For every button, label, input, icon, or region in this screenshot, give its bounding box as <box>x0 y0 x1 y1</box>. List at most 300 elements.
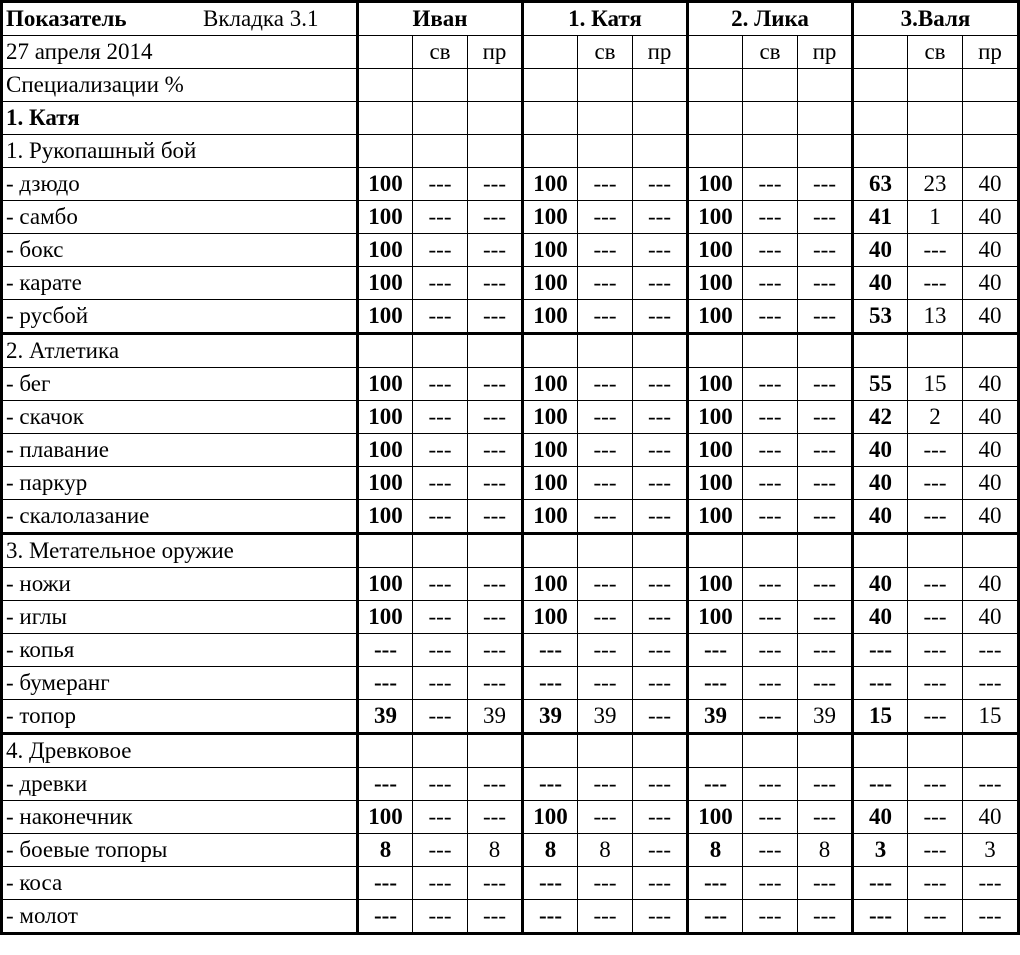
value-cell <box>358 102 413 135</box>
table-row <box>2 568 1019 601</box>
pr-cell: --- <box>633 500 688 534</box>
value-cell: 40 <box>853 568 908 601</box>
value-cell: --- <box>523 900 578 934</box>
sv-cell: --- <box>578 201 633 234</box>
value-cell: 100 <box>688 500 743 534</box>
value-cell: 63 <box>853 168 908 201</box>
value-cell <box>688 102 743 135</box>
table-row <box>2 601 1019 634</box>
value-cell <box>853 334 908 368</box>
sv-cell: --- <box>743 467 798 500</box>
value-cell <box>523 734 578 768</box>
sv-cell <box>413 334 468 368</box>
sv-cell: 8 <box>578 834 633 867</box>
row-label: - паркур <box>2 467 358 500</box>
pr-cell <box>633 334 688 368</box>
pr-cell: --- <box>633 634 688 667</box>
pr-cell: --- <box>468 900 523 934</box>
pr-cell: --- <box>633 834 688 867</box>
sv-cell: --- <box>413 234 468 267</box>
pr-cell <box>633 734 688 768</box>
sv-cell: --- <box>743 900 798 934</box>
sv-cell: --- <box>743 667 798 700</box>
table-row <box>2 434 1019 467</box>
table-row <box>2 102 1019 135</box>
pr-cell: --- <box>798 201 853 234</box>
sv-cell: --- <box>908 234 963 267</box>
table-row <box>2 534 1019 568</box>
sv-cell: --- <box>578 300 633 334</box>
pr-cell: --- <box>633 467 688 500</box>
pr-cell <box>963 734 1019 768</box>
subcol-pr: пр <box>468 36 523 69</box>
table-row <box>2 267 1019 300</box>
value-cell <box>523 69 578 102</box>
row-label: - самбо <box>2 201 358 234</box>
value-cell: 100 <box>688 368 743 401</box>
sv-cell: --- <box>413 601 468 634</box>
value-cell <box>523 102 578 135</box>
value-cell: 100 <box>688 434 743 467</box>
pr-cell: 15 <box>963 700 1019 734</box>
sv-cell <box>413 69 468 102</box>
pr-cell: --- <box>633 667 688 700</box>
value-cell: 100 <box>358 168 413 201</box>
value-cell: --- <box>358 867 413 900</box>
subcol-pr: пр <box>633 36 688 69</box>
value-cell: 100 <box>688 234 743 267</box>
table-row <box>2 334 1019 368</box>
pr-cell: --- <box>798 368 853 401</box>
row-label: 1. Рукопашный бой <box>2 135 358 168</box>
table-row <box>2 401 1019 434</box>
sv-cell: --- <box>743 267 798 300</box>
pr-cell: --- <box>798 601 853 634</box>
sv-cell: --- <box>908 667 963 700</box>
pr-cell: --- <box>798 568 853 601</box>
value-cell: 100 <box>688 801 743 834</box>
sv-cell: --- <box>743 368 798 401</box>
value-cell: --- <box>853 867 908 900</box>
pr-cell <box>963 334 1019 368</box>
value-cell: 100 <box>523 234 578 267</box>
sv-cell <box>908 734 963 768</box>
value-cell <box>853 69 908 102</box>
sv-cell: --- <box>743 700 798 734</box>
value-cell: 40 <box>853 234 908 267</box>
sv-cell: 39 <box>578 700 633 734</box>
row-label: - русбой <box>2 300 358 334</box>
sv-cell: --- <box>413 300 468 334</box>
pr-cell: --- <box>798 867 853 900</box>
pr-cell: 8 <box>798 834 853 867</box>
value-cell <box>688 534 743 568</box>
sv-cell: --- <box>908 867 963 900</box>
pr-cell: --- <box>468 568 523 601</box>
table-row <box>2 900 1019 934</box>
pr-cell: 3 <box>963 834 1019 867</box>
sv-cell: --- <box>743 801 798 834</box>
value-cell: 41 <box>853 201 908 234</box>
pr-cell: --- <box>633 434 688 467</box>
pr-cell: --- <box>798 434 853 467</box>
row-label: - скачок <box>2 401 358 434</box>
pr-cell: 40 <box>963 401 1019 434</box>
value-cell: 100 <box>358 368 413 401</box>
pr-cell: 40 <box>963 568 1019 601</box>
pr-cell: --- <box>798 467 853 500</box>
value-cell: 53 <box>853 300 908 334</box>
pr-cell: --- <box>798 168 853 201</box>
sv-cell: --- <box>743 634 798 667</box>
pr-cell: --- <box>468 667 523 700</box>
pr-cell: 40 <box>963 168 1019 201</box>
subcol-sv: св <box>578 36 633 69</box>
value-cell <box>358 69 413 102</box>
pr-cell <box>468 102 523 135</box>
value-cell: 40 <box>853 601 908 634</box>
value-cell: 100 <box>688 601 743 634</box>
sv-cell <box>578 102 633 135</box>
pr-cell: --- <box>798 267 853 300</box>
subcol-value <box>523 36 578 69</box>
table-row <box>2 834 1019 867</box>
pr-cell: --- <box>798 801 853 834</box>
sv-cell <box>908 534 963 568</box>
pr-cell: --- <box>798 900 853 934</box>
sv-cell <box>413 102 468 135</box>
row-label: - ножи <box>2 568 358 601</box>
value-cell: 42 <box>853 401 908 434</box>
pr-cell: --- <box>468 234 523 267</box>
sv-cell <box>413 734 468 768</box>
sv-cell: --- <box>743 168 798 201</box>
pr-cell: 40 <box>963 300 1019 334</box>
pr-cell: --- <box>468 768 523 801</box>
pr-cell <box>633 534 688 568</box>
sv-cell: 13 <box>908 300 963 334</box>
sv-cell <box>908 102 963 135</box>
sv-cell: --- <box>413 801 468 834</box>
table-row <box>2 700 1019 734</box>
value-cell: 100 <box>688 401 743 434</box>
sv-cell: 15 <box>908 368 963 401</box>
sv-cell: --- <box>413 368 468 401</box>
pr-cell: --- <box>633 300 688 334</box>
row-label: - иглы <box>2 601 358 634</box>
sv-cell: --- <box>743 201 798 234</box>
sv-cell <box>908 334 963 368</box>
table-row <box>2 734 1019 768</box>
value-cell: 100 <box>358 267 413 300</box>
value-cell: 55 <box>853 368 908 401</box>
value-cell: --- <box>853 768 908 801</box>
sv-cell: --- <box>743 500 798 534</box>
table-row <box>2 300 1019 334</box>
sv-cell: --- <box>743 568 798 601</box>
value-cell: 100 <box>358 568 413 601</box>
sv-cell: --- <box>413 667 468 700</box>
value-cell: 3 <box>853 834 908 867</box>
row-label: - плавание <box>2 434 358 467</box>
sv-cell: --- <box>908 834 963 867</box>
value-cell: 15 <box>853 700 908 734</box>
value-cell: --- <box>688 634 743 667</box>
pr-cell: --- <box>468 467 523 500</box>
pr-cell: 40 <box>963 368 1019 401</box>
sv-cell: --- <box>908 601 963 634</box>
table-row <box>2 368 1019 401</box>
value-cell: --- <box>688 667 743 700</box>
value-cell <box>523 534 578 568</box>
value-cell: --- <box>358 900 413 934</box>
pr-cell: --- <box>468 201 523 234</box>
person-header-valya: 3.Валя <box>853 2 1019 36</box>
sv-cell: --- <box>413 634 468 667</box>
value-cell: 100 <box>523 601 578 634</box>
pr-cell: --- <box>963 667 1019 700</box>
value-cell: 8 <box>688 834 743 867</box>
pr-cell <box>468 734 523 768</box>
value-cell <box>853 135 908 168</box>
header-indicator-cell <box>2 2 358 36</box>
sv-cell: --- <box>413 434 468 467</box>
value-cell <box>688 69 743 102</box>
pr-cell: --- <box>468 401 523 434</box>
pr-cell: 40 <box>963 500 1019 534</box>
value-cell: --- <box>688 867 743 900</box>
pr-cell: --- <box>468 368 523 401</box>
value-cell: --- <box>358 667 413 700</box>
value-cell: 40 <box>853 434 908 467</box>
value-cell: 40 <box>853 500 908 534</box>
sv-cell <box>908 69 963 102</box>
sv-cell: --- <box>578 368 633 401</box>
pr-cell <box>798 734 853 768</box>
pr-cell <box>633 135 688 168</box>
pr-cell: --- <box>633 568 688 601</box>
person-header-ivan: Иван <box>358 2 523 36</box>
sv-cell: --- <box>578 168 633 201</box>
sv-cell <box>578 534 633 568</box>
pr-cell: --- <box>468 601 523 634</box>
pr-cell: --- <box>468 267 523 300</box>
sv-cell: --- <box>578 867 633 900</box>
value-cell: 40 <box>853 801 908 834</box>
value-cell: 39 <box>688 700 743 734</box>
value-cell: 100 <box>523 500 578 534</box>
value-cell: 8 <box>358 834 413 867</box>
pr-cell: --- <box>798 500 853 534</box>
value-cell: 100 <box>523 300 578 334</box>
pr-cell: --- <box>633 267 688 300</box>
pr-cell: --- <box>468 634 523 667</box>
pr-cell: 40 <box>963 601 1019 634</box>
pr-cell: --- <box>963 634 1019 667</box>
sv-cell: --- <box>908 801 963 834</box>
sv-cell: --- <box>413 401 468 434</box>
value-cell: 100 <box>523 168 578 201</box>
sv-cell: --- <box>413 768 468 801</box>
pr-cell: --- <box>633 168 688 201</box>
row-label: - коса <box>2 867 358 900</box>
sv-cell: --- <box>743 401 798 434</box>
sv-cell <box>743 734 798 768</box>
row-label: - молот <box>2 900 358 934</box>
value-cell <box>688 135 743 168</box>
table-row <box>2 768 1019 801</box>
value-cell: --- <box>358 634 413 667</box>
sv-cell: --- <box>578 801 633 834</box>
pr-cell <box>963 135 1019 168</box>
sv-cell: --- <box>413 568 468 601</box>
sv-cell: --- <box>578 900 633 934</box>
value-cell: --- <box>853 900 908 934</box>
pr-cell: 39 <box>798 700 853 734</box>
sv-cell <box>578 135 633 168</box>
sv-cell <box>578 69 633 102</box>
row-label: 2. Атлетика <box>2 334 358 368</box>
sv-cell: --- <box>413 201 468 234</box>
pr-cell: 40 <box>963 801 1019 834</box>
value-cell <box>853 534 908 568</box>
pr-cell: --- <box>468 300 523 334</box>
pr-cell: --- <box>633 801 688 834</box>
sv-cell <box>413 534 468 568</box>
sv-cell <box>413 135 468 168</box>
subcol-value <box>853 36 908 69</box>
table-row <box>2 867 1019 900</box>
row-label: 4. Древковое <box>2 734 358 768</box>
pr-cell: --- <box>798 768 853 801</box>
pr-cell: --- <box>963 867 1019 900</box>
value-cell: 100 <box>523 368 578 401</box>
sv-cell <box>743 334 798 368</box>
sv-cell: --- <box>578 434 633 467</box>
sv-cell <box>743 135 798 168</box>
pr-cell <box>798 334 853 368</box>
pr-cell: --- <box>633 601 688 634</box>
sv-cell: --- <box>413 168 468 201</box>
pr-cell <box>633 102 688 135</box>
value-cell: 100 <box>688 267 743 300</box>
sv-cell: --- <box>578 634 633 667</box>
pr-cell: --- <box>468 500 523 534</box>
value-cell: 100 <box>688 300 743 334</box>
value-cell: 100 <box>358 201 413 234</box>
value-cell: 8 <box>523 834 578 867</box>
pr-cell <box>798 534 853 568</box>
pr-cell <box>468 334 523 368</box>
sv-cell <box>578 334 633 368</box>
value-cell: 100 <box>358 401 413 434</box>
sv-cell: --- <box>413 900 468 934</box>
value-cell: 100 <box>358 500 413 534</box>
sv-cell: --- <box>908 500 963 534</box>
value-cell <box>853 734 908 768</box>
sv-cell: --- <box>908 768 963 801</box>
table-row <box>2 69 1019 102</box>
row-label: - древки <box>2 768 358 801</box>
pr-cell <box>798 102 853 135</box>
row-label: - карате <box>2 267 358 300</box>
value-cell: --- <box>523 867 578 900</box>
value-cell <box>853 102 908 135</box>
value-cell <box>688 334 743 368</box>
sv-cell: --- <box>743 768 798 801</box>
pr-cell: 39 <box>468 700 523 734</box>
person-header-katya: 1. Катя <box>523 2 688 36</box>
sv-cell <box>578 734 633 768</box>
value-cell: --- <box>358 768 413 801</box>
value-cell: 40 <box>853 467 908 500</box>
sv-cell: --- <box>743 867 798 900</box>
table-row <box>2 500 1019 534</box>
subcol-pr: пр <box>963 36 1019 69</box>
sv-cell: --- <box>743 434 798 467</box>
value-cell: --- <box>853 667 908 700</box>
pr-cell: --- <box>798 401 853 434</box>
value-cell <box>358 135 413 168</box>
sv-cell: --- <box>413 834 468 867</box>
value-cell <box>688 734 743 768</box>
sv-cell: --- <box>578 768 633 801</box>
value-cell: 100 <box>358 467 413 500</box>
value-cell: 100 <box>523 201 578 234</box>
sv-cell: --- <box>578 401 633 434</box>
row-label: - копья <box>2 634 358 667</box>
pr-cell: --- <box>798 234 853 267</box>
value-cell: 100 <box>688 568 743 601</box>
value-cell: 100 <box>688 168 743 201</box>
sv-cell: --- <box>908 467 963 500</box>
pr-cell: --- <box>633 368 688 401</box>
value-cell: 39 <box>358 700 413 734</box>
sv-cell: 1 <box>908 201 963 234</box>
sv-cell: --- <box>413 700 468 734</box>
table-row <box>2 467 1019 500</box>
value-cell: 100 <box>688 201 743 234</box>
pr-cell <box>798 69 853 102</box>
pr-cell: --- <box>963 768 1019 801</box>
value-cell <box>358 734 413 768</box>
pr-cell: --- <box>468 867 523 900</box>
value-cell: --- <box>523 768 578 801</box>
pr-cell: --- <box>468 168 523 201</box>
pr-cell <box>798 135 853 168</box>
subcol-sv: св <box>413 36 468 69</box>
value-cell: 100 <box>358 234 413 267</box>
row-label: - бокс <box>2 234 358 267</box>
row-label: - бумеранг <box>2 667 358 700</box>
pr-cell: --- <box>633 201 688 234</box>
value-cell: 100 <box>523 434 578 467</box>
table-row <box>2 135 1019 168</box>
row-label: 1. Катя <box>2 102 358 135</box>
table-row <box>2 634 1019 667</box>
pr-cell: --- <box>798 667 853 700</box>
pr-cell <box>468 135 523 168</box>
sv-cell: --- <box>908 634 963 667</box>
row-label: - топор <box>2 700 358 734</box>
pr-cell: --- <box>963 900 1019 934</box>
value-cell: 100 <box>358 601 413 634</box>
sv-cell: --- <box>578 500 633 534</box>
sv-cell <box>743 69 798 102</box>
sv-cell: --- <box>743 834 798 867</box>
pr-cell: 8 <box>468 834 523 867</box>
pr-cell <box>633 69 688 102</box>
